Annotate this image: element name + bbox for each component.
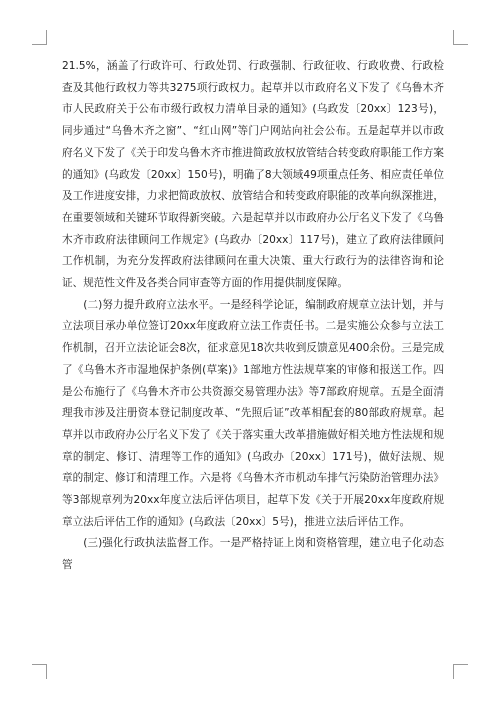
crop-mark-bottom-left (32, 664, 47, 679)
document-body (62, 56, 444, 577)
paragraph-section-2: (二)努力提升政府立法水平。一是经科学论证，编制政府规章立法计划，并与立法项目承办单位签订20xx年度政府立法工作责任书。二是实施公众参与立法工作机制，召开立法论证会8次，征求意见18次共收到反馈意见400余份。三是完成了《乌鲁木齐市湿地保护条例(草案)》1部地方性法规草案的审修和报送工作。四是公布施行了《乌鲁木齐市公共资源交易管理办法》等7部政府规章。五是全面清理我市涉及注册资本登记制度改革、“先照后证”改革相配套的80部政府规章。起草并以市政府办公厅名义下发了《关于落实重大改革措施做好相关地方性法规和规章的制定、修订、清理等工作的通知》(乌政办〔20xx〕171号)，做好法规、规章的制定、修订和清理工作。六是将《乌鲁木齐市机动车排气污染防治管理办法》等3部规章列为20xx年度立法后评估项目，起草下发《关于开展20xx年度政府规章立法后评估工作的通知》(乌政法〔20xx〕5号)，推进立法后评估工作。 (62, 298, 444, 528)
crop-mark-bottom-right (453, 664, 468, 679)
crop-mark-top-left (32, 30, 47, 45)
paragraph-continuation: 21.5%，涵盖了行政许可、行政处罚、行政强制、行政征收、行政收费、行政检查及其他行政权力等共3275项行政权力。起草并以市政府名义下发了《乌鲁木齐市人民政府关于公布市级行政权力清单目录的通知》(乌政发〔20xx〕123号)，同步通过“乌鲁木齐之窗”、“红山网”等门户网站向社会公布。五是起草并以市政府名义下发了《关于印发乌鲁木齐市推进简政放权放管结合转变政府职能工作方案的通知》(乌政发〔20xx〕150号)，明确了8大领域49项重点任务、相应责任单位及工作进度安排，力求把简政放权、放管结合和转变政府职能的改革向纵深推进，在重要领域和关键环节取得新突破。六是起草并以市政府办公厅名义下发了《乌鲁木齐市政府法律顾问工作规定》(乌政办〔20xx〕117号)，建立了政府法律顾问工作机制，为充分发挥政府法律顾问在重大决策、重大行政行为的法律咨询和论证、规范性文件及各类合同审查等方面的作用提供制度保障。 (62, 60, 444, 290)
paragraph-section-3: (三)强化行政执法监督工作。一是严格持证上岗和资格管理，建立电子化动态管 (62, 537, 444, 572)
crop-mark-top-right (453, 30, 468, 45)
